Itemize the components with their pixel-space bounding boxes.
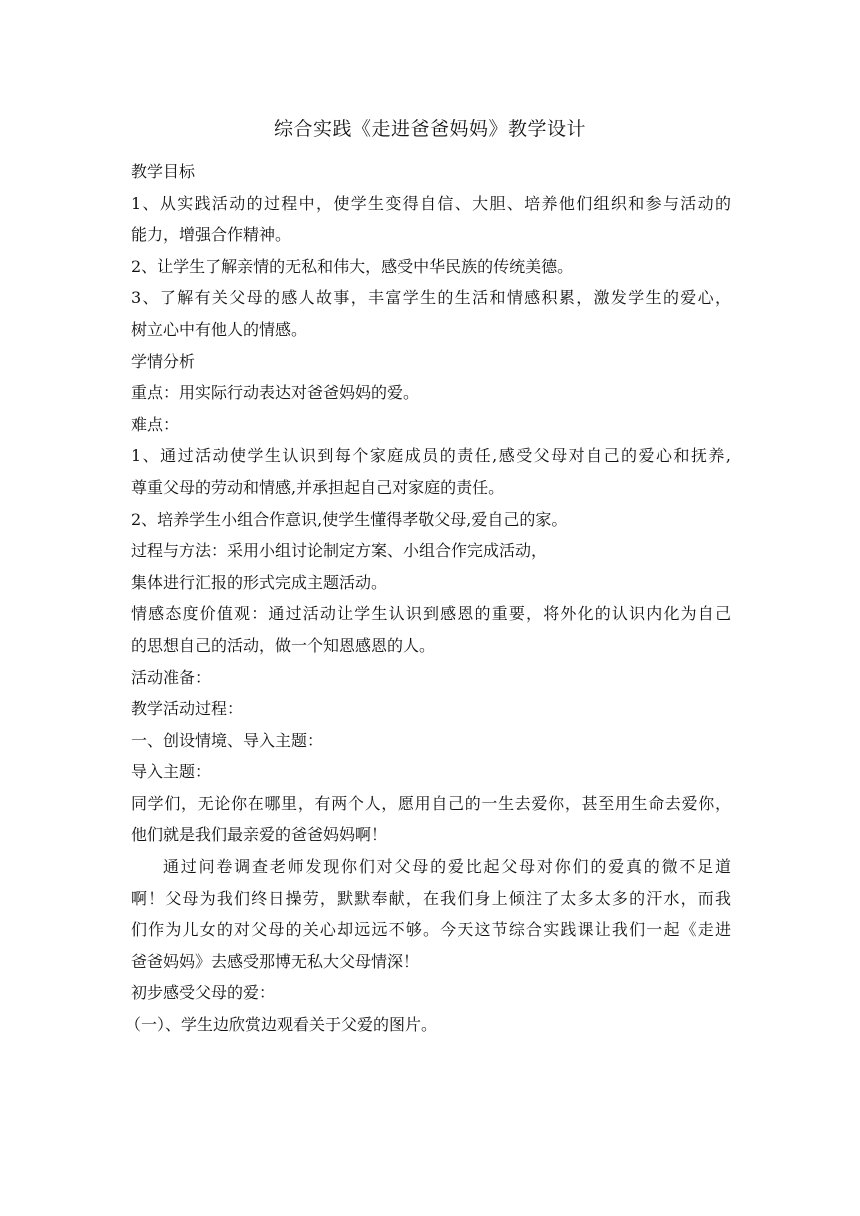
paragraph-line: 同学们，无论你在哪里，有两个人，愿用自己的一生去爱你，甚至用生命去爱你， — [131, 793, 731, 813]
paragraph-line: 初步感受父母的爱： — [131, 983, 276, 1003]
paragraph-line: 啊！父母为我们终日操劳，默默奉献，在我们身上倾注了太多太多的汗水，而我 — [131, 888, 731, 908]
paragraph-line: 的思想自己的活动，做一个知恩感恩的人。 — [131, 635, 436, 655]
paragraph-line: 活动准备： — [131, 667, 212, 687]
paragraph-line: 2、培养学生小组合作意识,使学生懂得孝敬父母,爱自己的家。 — [131, 509, 568, 529]
paragraph-line: 教学活动过程： — [131, 699, 244, 719]
document-title: 综合实践《走进爸爸妈妈》教学设计 — [273, 118, 586, 140]
document-body — [125, 156, 731, 1041]
paragraph-line: 们作为儿女的对父母的关心却远远不够。今天这节综合实践课让我们一起《走进 — [131, 920, 731, 940]
paragraph-line: 过程与方法：采用小组讨论制定方案、小组合作完成活动， — [131, 541, 548, 561]
paragraph-line: 1、通过活动使学生认识到每个家庭成员的责任,感受父母对自己的爱心和抚养, — [131, 446, 731, 466]
paragraph-line: 能力，增强合作精神。 — [131, 225, 292, 245]
paragraph-line: 集体进行汇报的形式完成主题活动。 — [131, 572, 388, 592]
paragraph-line: 尊重父母的劳动和情感,并承担起自己对家庭的责任。 — [131, 477, 505, 497]
paragraph-line: 他们就是我们最亲爱的爸爸妈妈啊！ — [131, 825, 388, 845]
paragraph-line: 情感态度价值观：通过活动让学生认识到感恩的重要，将外化的认识内化为自己 — [131, 604, 731, 624]
paragraph-line: （一）、学生边欣赏边观看关于父爱的图片。 — [125, 1015, 438, 1035]
section-heading-learning-analysis: 学情分析 — [131, 351, 196, 371]
paragraph-line: 导入主题： — [131, 762, 212, 782]
paragraph-line: 2、让学生了解亲情的无私和伟大，感受中华民族的传统美德。 — [131, 256, 574, 276]
paragraph-line: 爸爸妈妈》去感受那博无私大父母情深！ — [131, 951, 420, 971]
paragraph-line: 通过问卷调查老师发现你们对父母的爱比起父母对你们的爱真的微不足道 — [163, 857, 731, 877]
paragraph-line: 一、创设情境、导入主题： — [131, 730, 324, 750]
paragraph-line: 1、从实践活动的过程中，使学生变得自信、大胆、培养他们组织和参与活动的 — [131, 193, 731, 213]
paragraph-line: 重点：用实际行动表达对爸爸妈妈的爱。 — [131, 383, 420, 403]
section-heading-teaching-goals: 教学目标 — [131, 162, 196, 181]
paragraph-line: 难点： — [131, 414, 180, 434]
paragraph-line: 3、了解有关父母的感人故事，丰富学生的生活和情感积累，激发学生的爱心， — [131, 288, 731, 308]
paragraph-line: 树立心中有他人的情感。 — [131, 319, 308, 339]
